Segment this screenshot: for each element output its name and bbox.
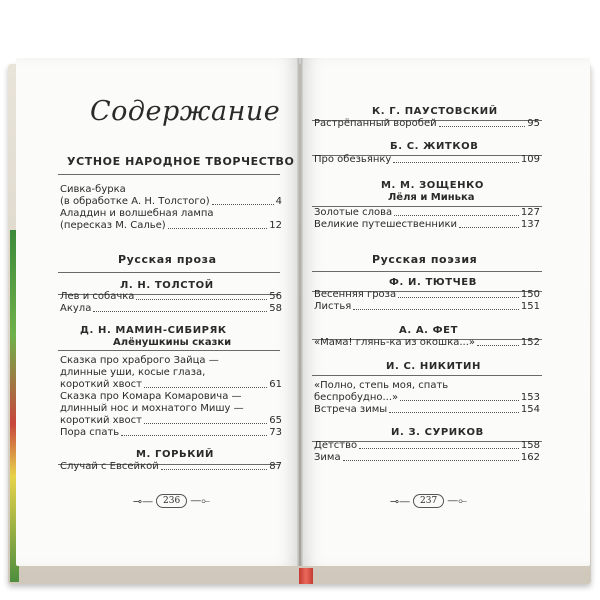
divider <box>58 174 280 175</box>
book-spine <box>299 568 313 584</box>
toc-page-number: 65 <box>269 415 282 426</box>
toc-entry-pora[interactable] <box>60 427 282 439</box>
toc-entry-line: Сказка про храброго Зайца — <box>60 355 219 366</box>
leader-dots <box>398 297 519 298</box>
author-heading-surikov: И. З. СУРИКОВ <box>391 427 484 438</box>
toc-entry-obezyanku[interactable] <box>314 154 540 166</box>
toc-page-number: 95 <box>527 118 540 129</box>
page-number-right <box>387 494 470 508</box>
toc-page-number: 12 <box>269 220 282 231</box>
toc-page-number: 87 <box>269 461 282 472</box>
ornament-icon: —⟜ <box>447 494 468 507</box>
toc-entry-lev[interactable] <box>60 291 282 303</box>
toc-entry-label: «Мама! глянь-ка из окошка...» <box>314 337 476 348</box>
toc-entry-label: короткий хвост <box>60 379 142 390</box>
toc-entry-line: «Полно, степь моя, спать <box>314 380 449 391</box>
toc-entry-label: Случай с Евсейкой <box>60 461 159 472</box>
toc-entry-label: (в обработке А. Н. Толстого) <box>60 196 210 207</box>
toc-entry-puteshestvenniki[interactable] <box>314 219 540 231</box>
toc-entry-label: Листья <box>314 301 352 312</box>
toc-entry-komar[interactable] <box>60 415 282 427</box>
toc-entry-label: короткий хвост <box>60 415 142 426</box>
leader-dots <box>168 228 268 229</box>
leader-dots <box>93 311 267 312</box>
toc-page-number: 150 <box>520 289 540 300</box>
toc-entry-label: Детство <box>314 440 358 451</box>
section-heading-folk: УСТНОЕ НАРОДНОЕ ТВОРЧЕСТВО <box>67 155 295 168</box>
toc-page-number: 152 <box>520 337 540 348</box>
section-heading-prose: Русская проза <box>118 253 217 266</box>
leader-dots <box>343 460 519 461</box>
toc-entry-vstrecha[interactable] <box>314 404 540 416</box>
leader-dots <box>353 309 519 310</box>
leader-dots <box>394 215 519 216</box>
toc-entry-line: длинный нос и мохнатого Мишу — <box>60 403 244 414</box>
toc-entry-label: Акула <box>60 303 92 314</box>
ornament-icon: ⊸— <box>389 494 411 508</box>
toc-page-number: 61 <box>269 379 282 390</box>
author-heading-mamin: Д. Н. МАМИН-СИБИРЯК <box>80 325 227 336</box>
author-heading-paustovsky: К. Г. ПАУСТОВСКИЙ <box>372 106 498 117</box>
toc-page-number: 154 <box>520 404 540 415</box>
toc-entry-label: Встреча зимы <box>314 404 388 415</box>
page-number-left <box>130 494 213 508</box>
toc-entry-label: Растрёпанный воробей <box>314 118 437 129</box>
folio-number: 237 <box>413 494 444 508</box>
toc-page-number: 137 <box>520 219 540 230</box>
toc-entry-label: Пора спать <box>60 427 120 438</box>
toc-entry-line: длинные уши, косые глаза, <box>60 367 206 378</box>
leader-dots <box>359 448 519 449</box>
leader-dots <box>161 469 268 470</box>
leader-dots <box>439 126 526 127</box>
toc-entry-zayats[interactable] <box>60 379 282 391</box>
toc-entry-line: Сивка-бурка <box>60 184 126 195</box>
toc-entry-zima[interactable] <box>314 452 540 464</box>
toc-entry-groza[interactable] <box>314 289 540 301</box>
leader-dots <box>393 162 519 163</box>
toc-entry-label: Про обезьянку <box>314 154 392 165</box>
collection-subheading: Лёля и Минька <box>388 192 475 203</box>
divider <box>312 375 542 376</box>
leader-dots <box>121 435 267 436</box>
page-gutter <box>297 58 303 566</box>
toc-page-number: 58 <box>269 303 282 314</box>
toc-page-number: 151 <box>520 301 540 312</box>
leader-dots <box>136 299 267 300</box>
toc-entry-line: Аладдин и волшебная лампа <box>60 208 214 219</box>
toc-entry-evseyka[interactable] <box>60 461 282 473</box>
leader-dots <box>144 423 267 424</box>
toc-entry-polno[interactable] <box>314 392 540 404</box>
toc-entry-sivka[interactable] <box>60 196 282 208</box>
toc-page-number: 127 <box>520 207 540 218</box>
toc-page-number: 158 <box>520 440 540 451</box>
page-title: Содержание <box>90 96 281 127</box>
toc-entry-detstvo[interactable] <box>314 440 540 452</box>
ornament-icon: —⟜ <box>190 494 211 507</box>
toc-entry-aladdin[interactable] <box>60 220 282 232</box>
toc-entry-label: (пересказ М. Салье) <box>60 220 166 231</box>
leader-dots <box>212 204 274 205</box>
toc-entry-label: Великие путешественники <box>314 219 457 230</box>
toc-page-number: 153 <box>520 392 540 403</box>
toc-entry-vorobey[interactable] <box>314 118 540 130</box>
toc-entry-label: Золотые слова <box>314 207 393 218</box>
toc-page-number: 4 <box>275 196 282 207</box>
author-heading-fet: А. А. ФЕТ <box>399 325 459 336</box>
folio-number: 236 <box>156 494 187 508</box>
author-heading-gorky: М. ГОРЬКИЙ <box>136 449 214 460</box>
toc-entry-mama[interactable] <box>314 337 540 349</box>
leader-dots <box>400 400 519 401</box>
ornament-icon: ⊸— <box>132 494 154 508</box>
toc-entry-line: Сказка про Комара Комаровича — <box>60 391 242 402</box>
collection-subheading: Алёнушкины сказки <box>113 337 232 348</box>
toc-entry-listya[interactable] <box>314 301 540 313</box>
toc-page-number: 162 <box>520 452 540 463</box>
toc-entry-label: беспробудно...» <box>314 392 399 403</box>
leader-dots <box>389 412 519 413</box>
author-heading-nikitin: И. С. НИКИТИН <box>386 361 481 372</box>
author-heading-zhitkov: Б. С. ЖИТКОВ <box>390 141 479 152</box>
toc-entry-label: Лев и собачка <box>60 291 135 302</box>
divider <box>58 350 280 351</box>
toc-page-number: 56 <box>269 291 282 302</box>
author-heading-tyutchev: Ф. И. ТЮТЧЕВ <box>389 277 477 288</box>
leader-dots <box>459 227 519 228</box>
toc-entry-akula[interactable] <box>60 303 282 315</box>
section-heading-poetry: Русская поэзия <box>372 253 478 266</box>
toc-entry-label: Зима <box>314 452 341 463</box>
divider <box>312 271 542 272</box>
leader-dots <box>477 345 519 346</box>
toc-page-number: 109 <box>520 154 540 165</box>
leader-dots <box>144 387 267 388</box>
toc-page-number: 73 <box>269 427 282 438</box>
toc-entry-label: Весенняя гроза <box>314 289 397 300</box>
author-heading-zoshchenko: М. М. ЗОЩЕНКО <box>381 180 485 191</box>
author-heading-tolstoy: Л. Н. ТОЛСТОЙ <box>120 280 214 291</box>
toc-entry-slova[interactable] <box>314 207 540 219</box>
divider <box>58 272 280 273</box>
